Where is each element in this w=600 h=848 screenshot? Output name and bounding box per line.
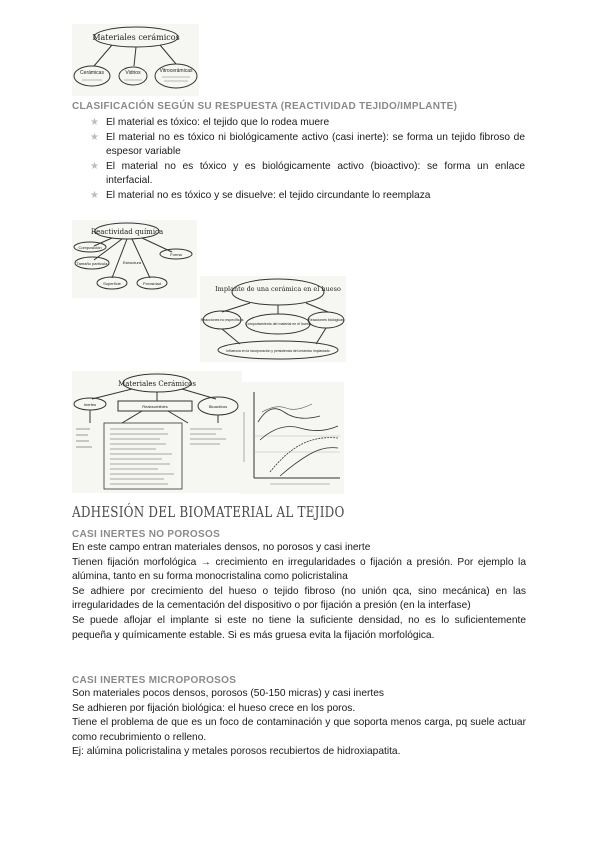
paragraph: Son materiales pocos densos, porosos (50-150 micras) y casi inertes xyxy=(72,688,384,699)
list-item: ★ El material no es tóxico ni biológicamente activo (casi inerte): se forma un tejido fibroso de espesor variable xyxy=(90,131,525,158)
figure-graph xyxy=(240,382,344,494)
fig2-node-2: Forma xyxy=(170,252,182,257)
figure-implante-ceramica xyxy=(200,276,346,362)
star-icon: ★ xyxy=(90,117,99,128)
star-icon: ★ xyxy=(90,131,99,143)
paragraph: Se adhiere por crecimiento del hueso o tejido fibroso (no unión qca, sino mecánica) en las irregularidades de la cementación del dispositivo o por fijación a presión (en la interfase) xyxy=(72,585,526,612)
subheading-no-porosos: CASI INERTES NO POROSOS xyxy=(72,529,221,540)
figure-reactividad-quimica xyxy=(72,220,197,298)
list-item: ★ El material no es tóxico y se disuelve: el tejido circundante lo reemplaza xyxy=(90,189,525,204)
paragraph: Se adhieren por fijación biológica: el hueso crece en los poros. xyxy=(72,702,356,714)
star-icon: ★ xyxy=(90,189,99,201)
classification-list xyxy=(90,116,525,204)
paragraph: Ej: alúmina policristalina y metales porosos recubiertos de hidroxiapatita. xyxy=(72,746,401,758)
fig1-node-1: Cerámicas xyxy=(80,70,104,76)
fig2-node-4: Superficie xyxy=(103,281,121,286)
fig4-title: Materiales Cerámicos xyxy=(118,380,196,388)
list-item: ★ El material no es tóxico y es biológicamente activo (bioactivo): se forma un enlace interfacial. xyxy=(90,160,525,187)
figure-materiales-ceramicos xyxy=(72,24,199,96)
section-title-adhesion: ADHESIÓN DEL BIOMATERIAL AL TEJIDO xyxy=(72,503,345,521)
fig3-node-4: Influencia en la incorporación y persistencia del cerámico implantado xyxy=(226,349,330,353)
paragraph: Tienen fijación morfológica → crecimiento en irregularidades o fijación a presión. Por ejemplo la alúmina, tanto en su forma monocristalina como policristalina xyxy=(72,556,526,583)
subheading-microporosos: CASI INERTES MICROPOROSOS xyxy=(72,675,237,686)
list-item: ★ El material es tóxico: el tejido que lo rodea muere xyxy=(90,116,525,131)
fig4-node-1: Inertes xyxy=(83,402,97,407)
fig1-title: Materiales cerámicos xyxy=(92,33,180,42)
fig2-title: Reactividad química xyxy=(90,228,164,236)
star-icon: ★ xyxy=(90,160,99,172)
fig2-node-3: Tamaño partícula xyxy=(76,261,108,266)
paragraphs-microporosos xyxy=(72,687,526,760)
paragraph: En este campo entran materiales densos, no porosos y casi inerte xyxy=(72,542,371,553)
fig1-node-2: Vidrios xyxy=(125,70,141,76)
fig2-node-1: Composición xyxy=(78,245,102,250)
paragraphs-no-porosos xyxy=(72,541,526,643)
fig3-node-3: Reacciones biológicas xyxy=(308,318,344,322)
fig1-node-3: Vitrocerámicas xyxy=(159,68,193,74)
fig4-node-3: Bioactivos xyxy=(208,404,228,409)
fig3-node-2: Comportamiento del material en el hueso xyxy=(245,322,311,326)
fig2-node-6: Estructura xyxy=(122,260,142,265)
fig3-node-1: Reacciones no específicas xyxy=(200,318,244,322)
paragraph: Tiene el problema de que es un foco de contaminación y que soporta menos carga, pq suele actuar como recubrimiento o relleno. xyxy=(72,717,526,743)
paragraph: Se puede aflojar el implante si este no tiene la suficiente densidad, no es lo suficientemente pequeña y químicamente estable. Si es más gruesa evita la fijación morfológica. xyxy=(72,614,526,641)
section-heading-clasificacion: CLASIFICACIÓN SEGÚN SU RESPUESTA (REACTIVIDAD TEJIDO/IMPLANTE) xyxy=(72,101,458,112)
figure-materiales-ceramicos-flowchart xyxy=(72,371,242,493)
fig2-node-5: Porosidad xyxy=(142,281,162,286)
fig3-title: Implante de una cerámica en el hueso xyxy=(215,285,341,293)
fig4-node-2: Reabsorbibles xyxy=(142,404,168,409)
